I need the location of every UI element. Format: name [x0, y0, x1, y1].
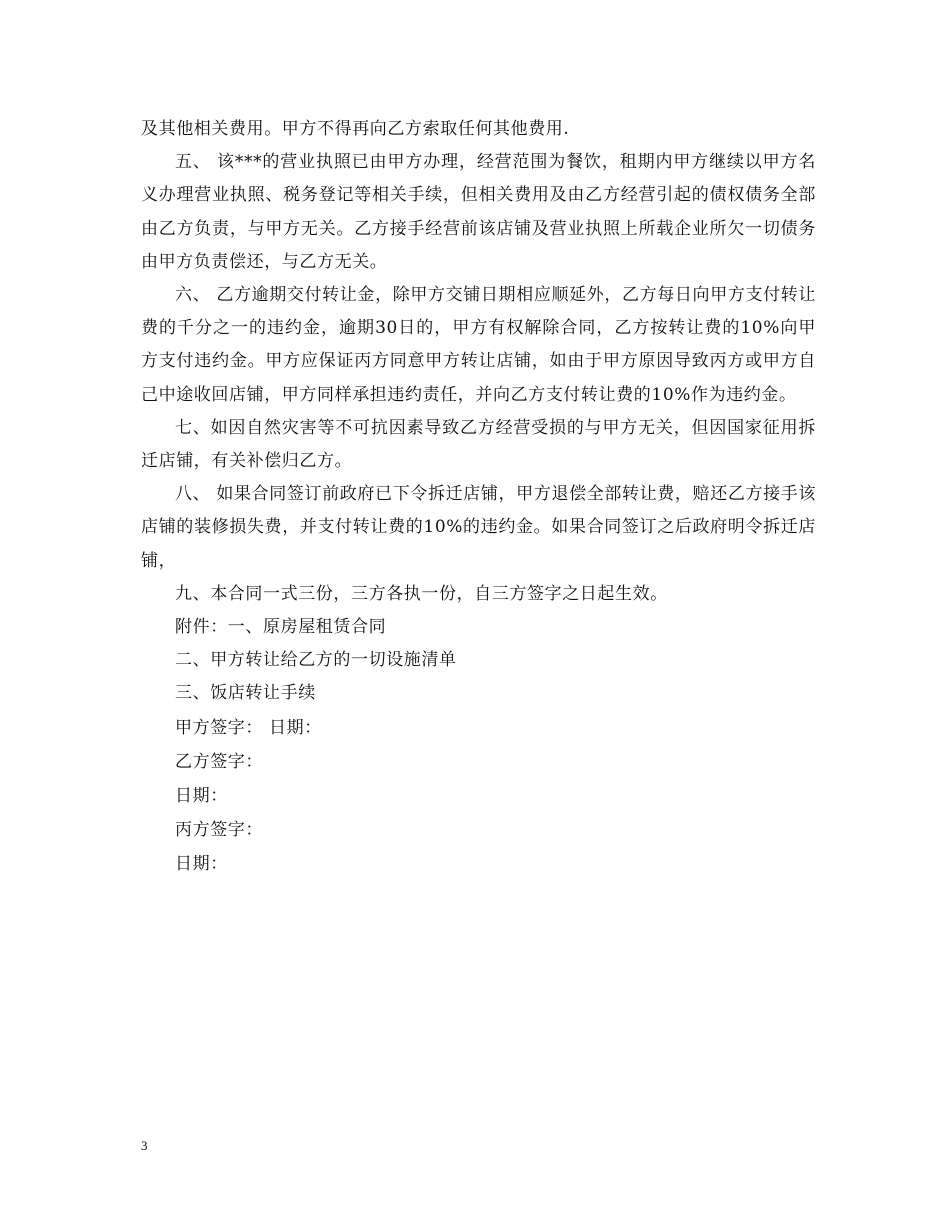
attachment-item-2: 二、甲方转让给乙方的一切设施清单: [175, 650, 457, 671]
paragraph-clause-8: 八、 如果合同签订前政府已下令拆迁店铺，甲方退偿全部转让费，赔还乙方接手该店铺的装修损失费，并支付转让费的10%的违约金。如果合同签订之后政府明令拆迁店铺，: [141, 484, 816, 571]
document-body: [141, 113, 816, 881]
signature-party-a: 甲方签字： 日期：: [175, 717, 322, 738]
page-number: 3: [141, 1138, 148, 1153]
paragraph-fees-continued: 及其他相关费用。甲方不得再向乙方索取任何其他费用.: [141, 119, 570, 139]
paragraph-clause-7: 七、如因自然灾害等不可抗因素导致乙方经营受损的与甲方无关，但因国家征用拆迁店铺，有关补偿归乙方。: [141, 417, 816, 472]
signature-party-b-date: 日期：: [175, 785, 228, 806]
signature-party-b: 乙方签字：: [175, 751, 263, 772]
signature-party-c: 丙方签字：: [175, 819, 263, 840]
attachment-item-3: 三、饭店转让手续: [175, 683, 316, 704]
signature-party-c-date: 日期：: [175, 853, 228, 874]
attachments-heading: 附件：一、原房屋租赁合同: [175, 617, 387, 638]
paragraph-clause-6: 六、 乙方逾期交付转让金，除甲方交铺日期相应顺延外，乙方每日向甲方支付转让费的千分之一的违约金，逾期30日的，甲方有权解除合同，乙方按转让费的10%向甲方支付违约金。甲方应保证丙方同意甲方转让店铺，如由于甲方原因导致丙方或甲方自己中途收回店铺，甲方同样承担违约责任，并向乙方支付转让费的10%作为违约金。: [141, 285, 816, 405]
paragraph-clause-9: 九、本合同一式三份，三方各执一份，自三方签字之日起生效。: [175, 583, 668, 604]
paragraph-clause-5: 五、 该***的营业执照已由甲方办理，经营范围为餐饮，租期内甲方继续以甲方名义办理营业执照、税务登记等相关手续，但相关费用及由乙方经营引起的债权债务全部由乙方负责，与甲方无关。乙方接手经营前该店铺及营业执照上所载企业所欠一切债务由甲方负责偿还，与乙方无关。: [141, 152, 816, 272]
